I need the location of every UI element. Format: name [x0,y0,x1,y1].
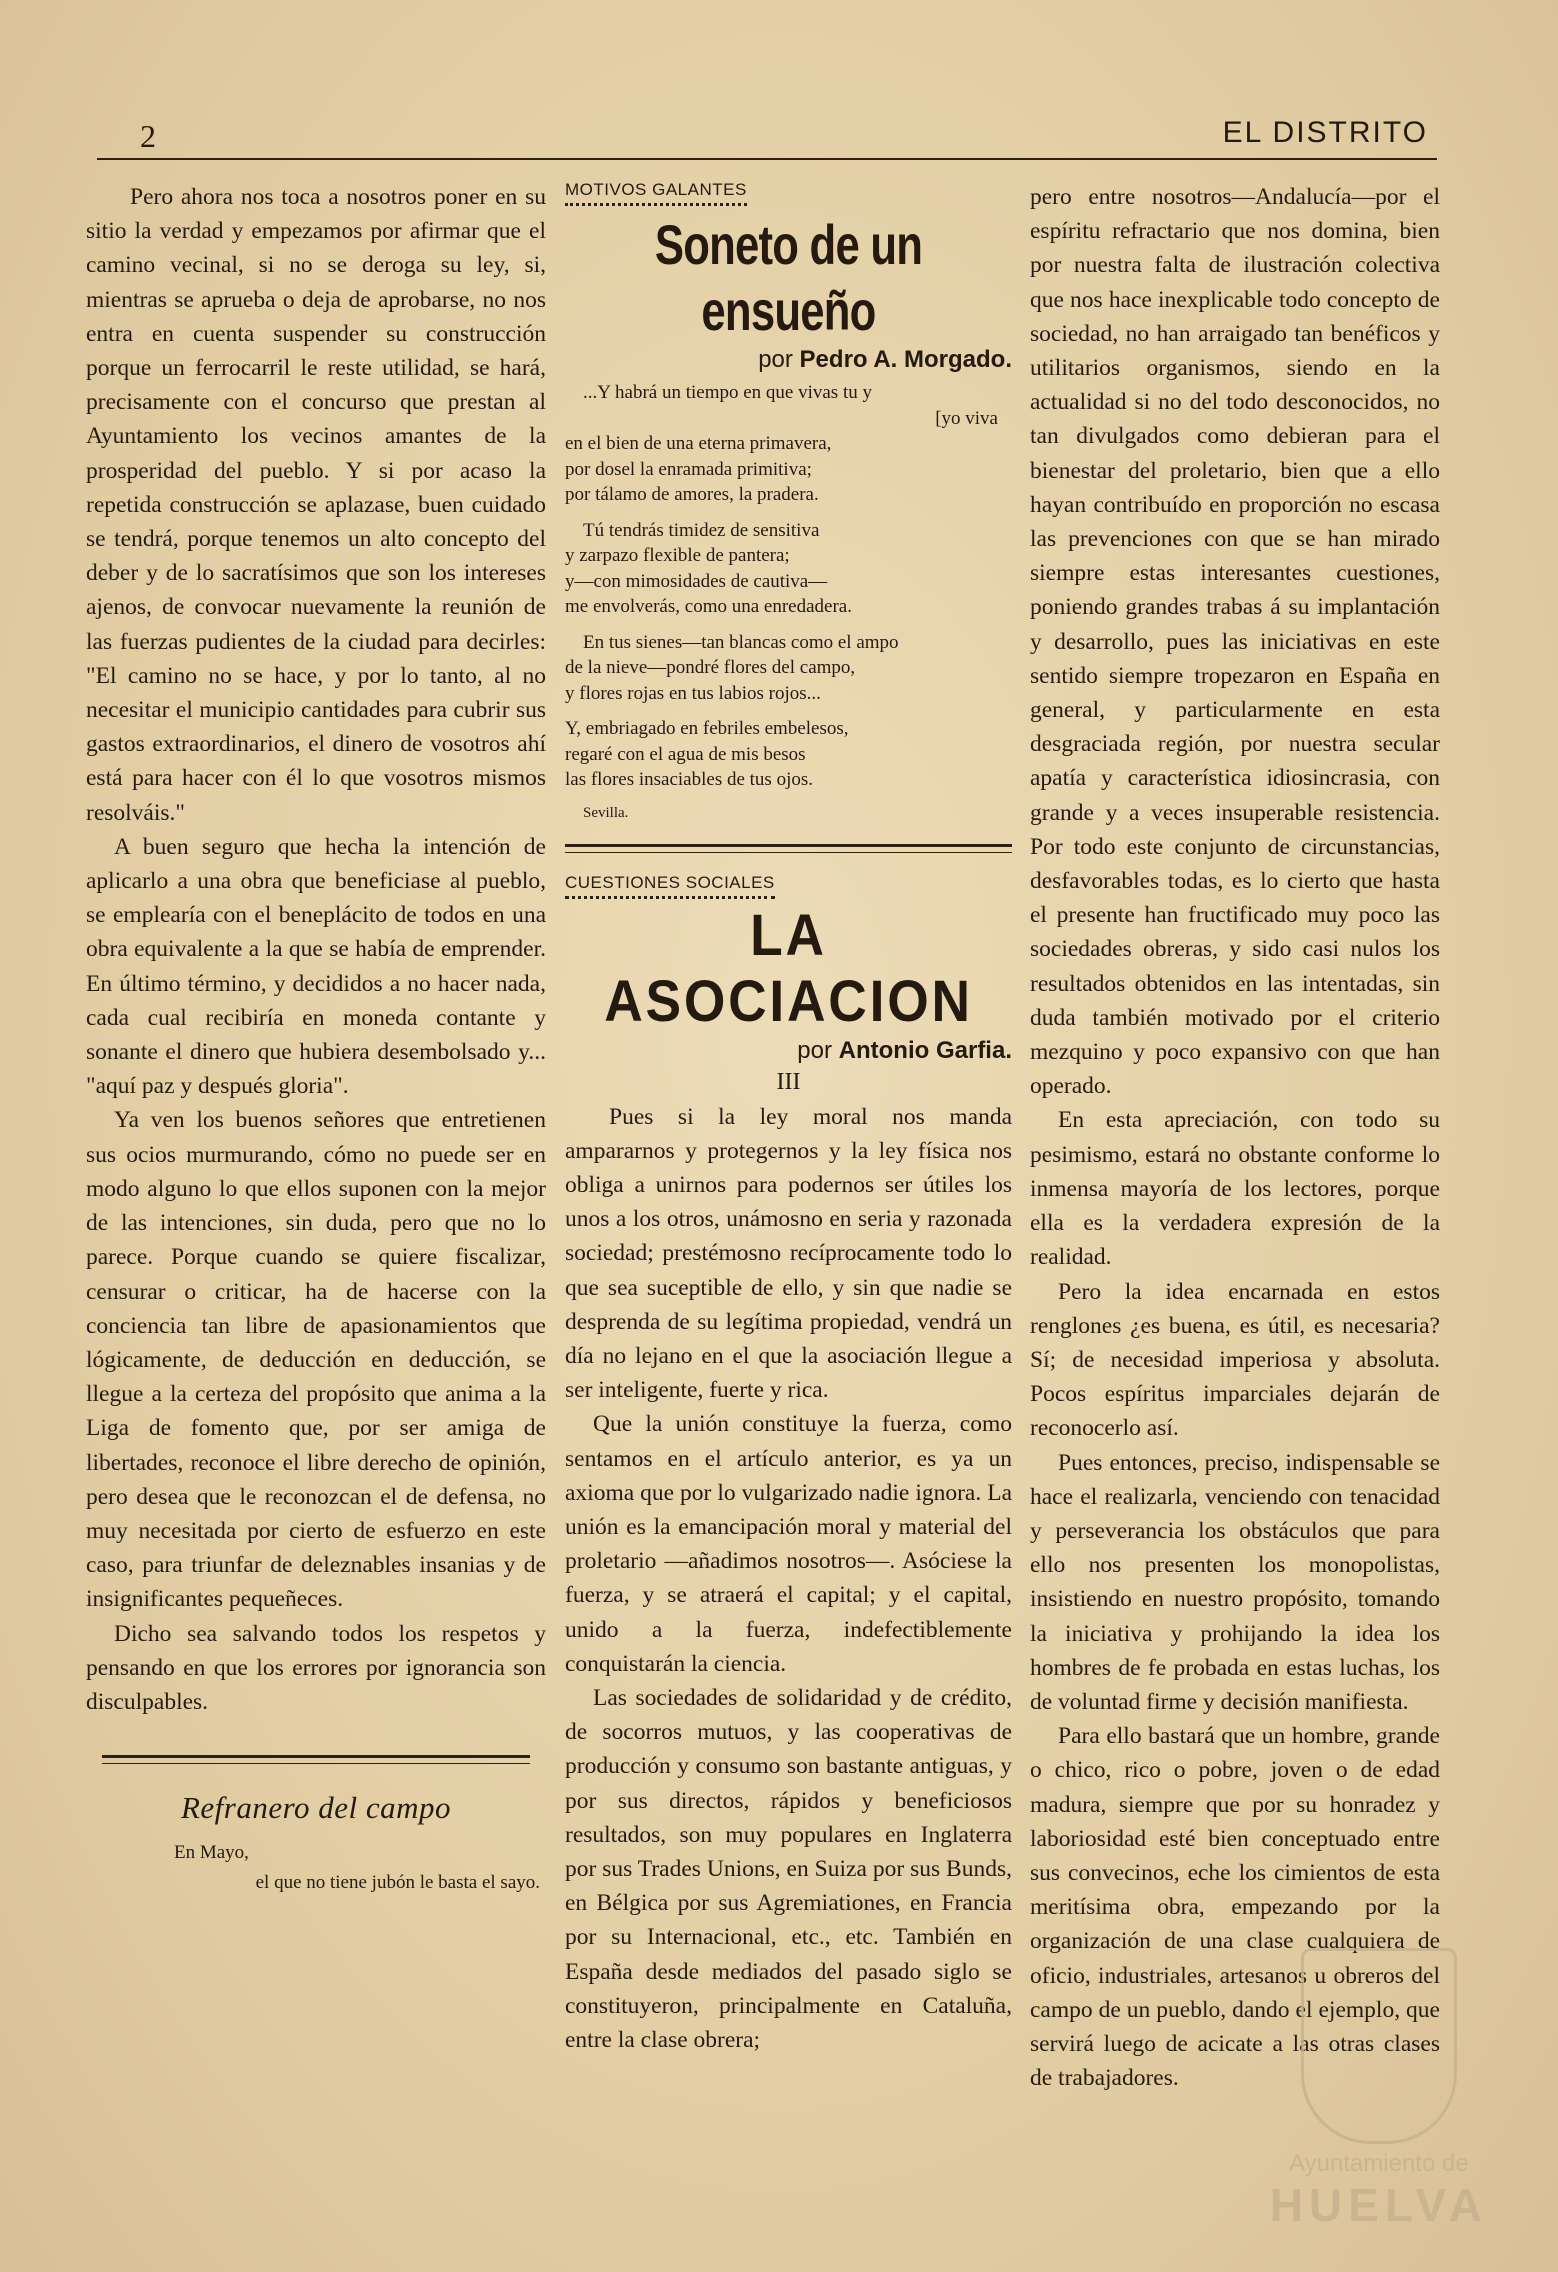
asociacion-title: LA ASOCIACION [604,902,973,1034]
sonnet-section [565,180,1012,822]
archive-watermark: Ayuntamiento de HUELVA [1270,1948,1488,2232]
paragraph: En esta apreciación, con todo su pesimismo, estará no obstante conforme lo inmensa mayoría de los lectores, porque ella es la verdadera expresión de la realidad. [1030,1107,1440,1271]
paragraph: Pues si la ley moral nos manda ampararnos y protegernos y la ley física nos obliga a unirnos para podernos ser útiles los unos a los otros, unámosno en seria y razonada sociedad; prestémosno recíprocamente todo lo que sea suceptible de ello, y sin que nadie se desprenda de su legítima propiedad, vendrá un día no lejano en el que la asociación llegue a ser inteligente, fuerte y rica. [565,1103,1012,1404]
stanza: ...Y habrá un tiempo en que vivas tu y [yo viva en el bien de una eterna primavera, por dosel la enramada primitiva; por tálamo de amores, la pradera. [565,382,998,505]
column-middle [565,180,1012,2057]
sonnet-author: Pedro A. Morgado. [799,346,1012,373]
sonnet-byline: por Pedro A. Morgado. [758,346,1012,373]
sonnet-place: Sevilla. [583,804,629,821]
stanza: Y, embriagado en febriles embelesos, regaré con el agua de mis besos las flores insaciables de tus ojos. [565,718,849,790]
paragraph: Para ello bastará que un hombre, grande o chico, rico o pobre, joven o de edad madura, siempre que por su honradez y laboriosidad esté bien conceptuado entre sus convecinos, eche los cimientos de esta meritísima obra, empezando por la organización de una clase cualquiera de oficio, industriales, artesanos u obreros del campo de un pueblo, dando el ejemplo, que servirá luego de acicate a las otras clases de trabajadores. [1030,1723,1440,2092]
paragraph: pero entre nosotros—Andalucía—por el espíritu refractario que nos domina, bien por nuestra falta de ilustración colectiva que nos hace inexplicable todo concepto de sociedad, no han arraigado tan benéficos y utilitarios organismos, siendo en la actualidad si no del todo desconocidos, no tan divulgados como debieran para el bienestar del proletario, bien que a ello hayan contribuído en proporción no escasa las prevenciones con que se han mirado siempre estas interesantes cuestiones, poniendo grandes trabas á su implantación y desarrollo, pues las iniciativas en este sentido siempre tropezaron en España en general, y particularmente en esta desgraciada región, por nuestra secular apatía y característica idiosincrasia, con grande y a veces insuperable resistencia. Por todo este conjunto de circunstancias, desfavorables todas, es lo cierto que hasta el presente han fructificado muy poco las sociedades obreras, y sido casi nulos los resultados obtenidos en las intentadas, sin duda también motivado por el criterio mezquino y poco expansivo con que han operado. [1030,184,1440,1100]
asociacion-byline: por Antonio Garfia. [797,1036,1012,1064]
paragraph: Pues entonces, preciso, indispensable se hace el realizarla, venciendo con tenacidad y perseverancia los obstáculos que para ello nos presenten los monopolistas, insistiendo en nuestro propósito, tomando la iniciativa y prohijando la idea los hombres de fe probada en estas luchas, los de voluntad firme y decisión manifiesta. [1030,1449,1440,1715]
page-number: 2 [140,118,156,154]
running-head: EL DISTRITO [1222,116,1428,149]
paragraph: A buen seguro que hecha la intención de aplicarlo a una obra que beneficiase al pueblo, se emplearía con el beneplácito de todos en una obra equivalente a la que se había de emprender. En último término, y decididos a no hacer nada, cada cual recibiría en moneda contante y sonante el dinero que hubiera desembolsado y... "aquí paz y después gloria". [86,833,546,1100]
paragraph: Las sociedades de solidaridad y de crédito, de socorros mutuos, y las cooperativas de producción y consumo son bastante antiguas, y por sus directos, rápidos y beneficiosos resultados, son muy populares en Inglaterra por sus Trades Unions, en Suiza por sus Bunds, en Bélgica por sus Agremiationes, en Francia por su Internacional, etc., etc. También en España desde mediados del pasado siglo se constituyeron, principalmente en Cataluña, entre la clase obrera; [565,1684,1012,2053]
part-number: III [776,1068,801,1095]
asociacion-section [565,873,1012,2058]
refranero-title: Refranero del campo [180,1790,452,1826]
paragraph: Pero ahora nos toca a nosotros poner en su sitio la verdad y empezamos por afirmar que el camino vecinal, si no se deroga su ley, si, mientras se aprueba o deja de aprobarse, no nos entra en cuenta suspender su construcción porque un ferrocarril le reste utilidad, se hará, precisamente con el concurso que prestan al Ayuntamiento los vecinos amantes de la prosperidad del pueblo. Y si por acaso la repetida construcción se aplazase, buen cuidado se tendrá, porque tenemos un alto concepto del deber y de lo sacratísimos que son los intereses ajenos, de convocar nuevamente la reunión de las fuerzas pudientes de la ciudad para decirles: "El camino no se hace, y por lo tanto, al no necesitar el municipio cantidades para cubrir sus gastos extraordinarios, el dinero de vosotros ahí está para hacer con él lo que vosotros mismos resolváis." [86,184,546,826]
crest-icon [1301,1948,1457,2144]
stanza: Tú tendrás timidez de sensitiva y zarpazo flexible de pantera; y—con mimosidades de cautiva— me envolverás, como una enredadera. [565,519,852,617]
section-tag: CUESTIONES SOCIALES [565,873,775,899]
header-rule [97,158,1437,160]
paragraph: Que la unión constituye la fuerza, como sentamos en el artículo anterior, es ya un axioma que por lo vulgarizado nadie ignora. La unión es la emancipación moral y material del proletario —añadimos nosotros—. Asóciese la fuerza, y se atraerá el capital; y el capital, unido a la fuerza, indefectiblemente conquistarán la ciencia. [565,1411,1012,1677]
section-divider [565,844,1012,853]
section-tag: MOTIVOS GALANTES [565,180,747,206]
refran-line: En Mayo, [174,1842,249,1864]
refranero-section [86,1790,546,1898]
refranero-rules [102,1755,530,1764]
column-left [86,180,546,1898]
sonnet-title: Soneto de un ensueño [654,213,923,342]
paragraph: Dicho sea salvando todos los respetos y pensando en que los errores por ignorancia son disculpables. [86,1620,546,1715]
paragraph: Ya ven los buenos señores que entretienen sus ocios murmurando, cómo no puede ser en modo alguno lo que ellos suponen con la mejor de las intenciones, sin duda, pero que no lo parece. Porque cuando se quiere fiscalizar, censurar o criticar, ha de hacerse con la conciencia tan libre de apasionamientos que lógicamente, de deducción en deducción, se llegue a la certeza del propósito que anima a la Liga de fomento que, por ser amiga de libertades, reconoce el libre derecho de opinión, pero desea que le reconozcan el de defensa, no muy necesitada por cierto de esfuerzo en este caso, para triunfar de deleznables insanias y de insignificantes pequeñeces. [86,1107,546,1613]
column-right [1030,180,1440,2095]
paragraph: Pero la idea encarnada en estos renglones ¿es buena, es útil, es necesaria? Sí; de necesidad imperiosa y absoluta. Pocos espíritus imparciales dejarán de reconocerlo así. [1030,1278,1440,1442]
stanza: En tus sienes—tan blancas como el ampo de la nieve—pondré flores del campo, y flores rojas en tus labios rojos... [565,631,899,704]
asociacion-author: Antonio Garfia. [838,1036,1012,1064]
refran-line: el que no tiene jubón le basta el sayo. [255,1872,540,1894]
